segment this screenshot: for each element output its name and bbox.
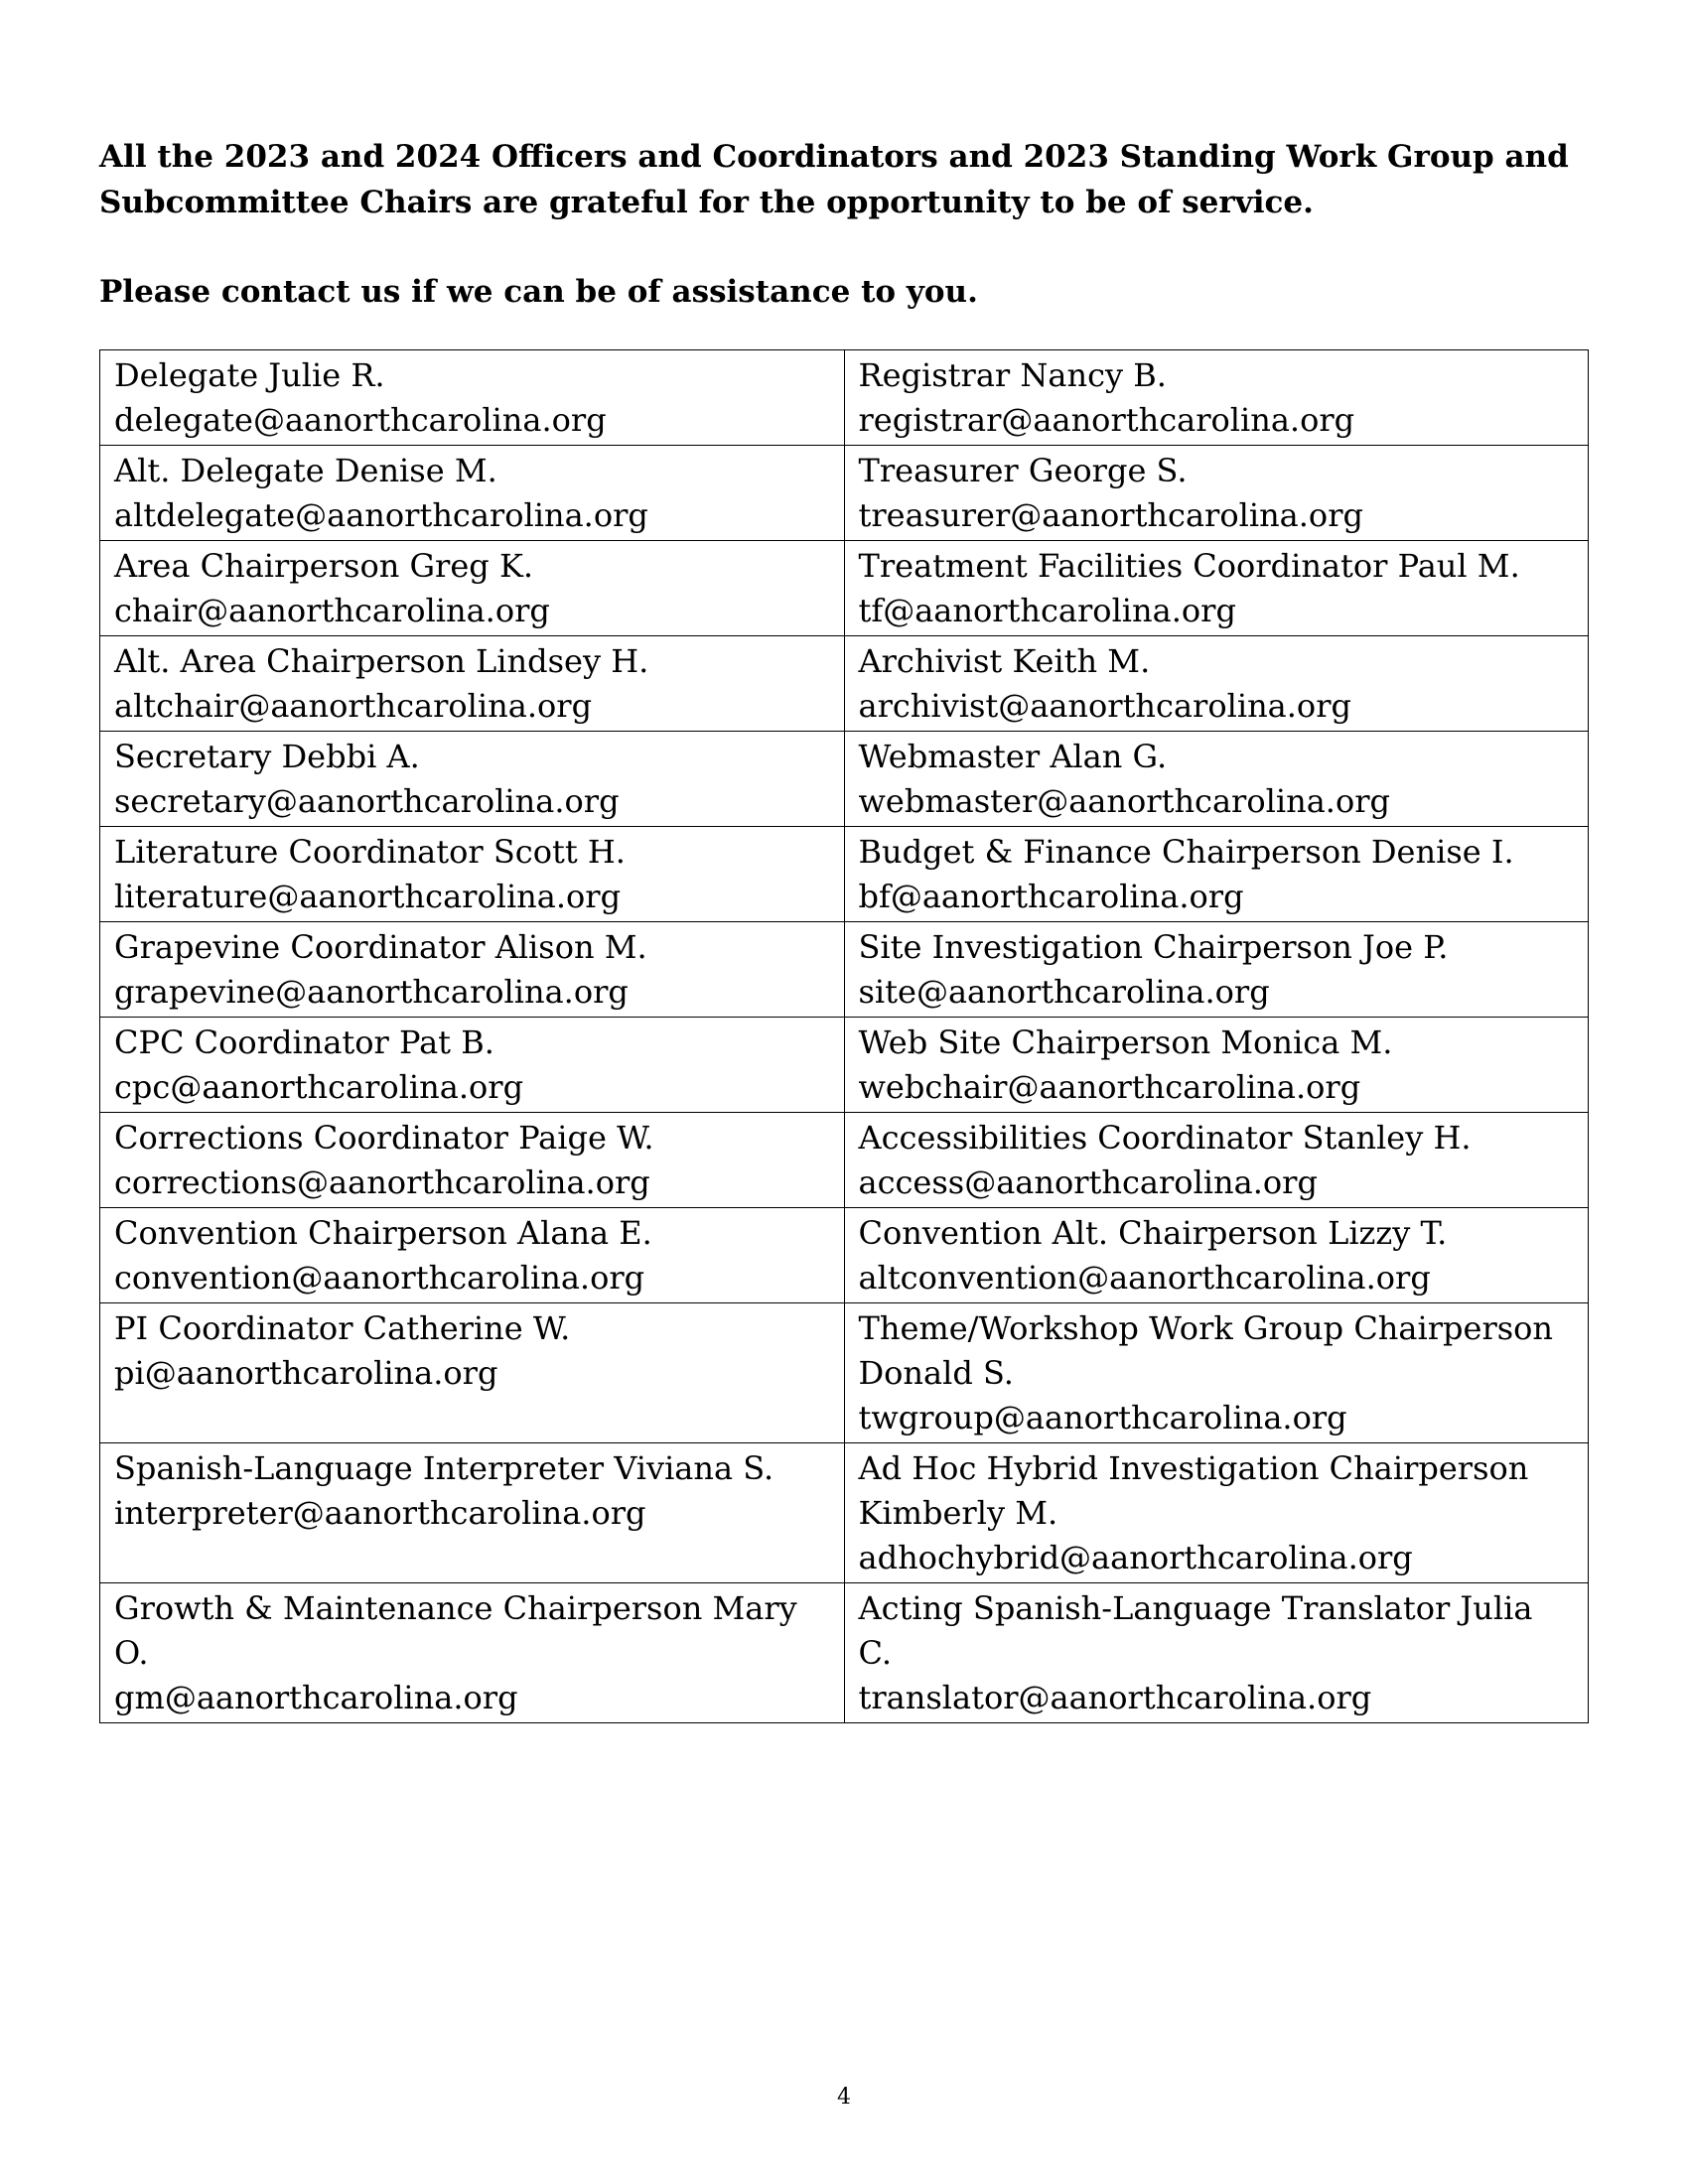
contact-cell-right [844, 1208, 1589, 1303]
contact-email-link[interactable]: gm@aanorthcarolina.org [114, 1679, 518, 1716]
contact-cell-left [100, 1443, 845, 1583]
contact-cell-left [100, 350, 845, 446]
contact-cell-right [844, 1113, 1589, 1208]
contact-title: PI Coordinator Catherine W. [114, 1309, 571, 1347]
contact-cell-left [100, 446, 845, 541]
contact-title: Convention Chairperson Alana E. [114, 1214, 652, 1252]
contact-cell-right [844, 732, 1589, 827]
contact-cell-left [100, 1303, 845, 1443]
contact-email-link[interactable]: chair@aanorthcarolina.org [114, 592, 550, 629]
contact-title: Secretary Debbi A. [114, 738, 420, 775]
contact-email-link[interactable]: delegate@aanorthcarolina.org [114, 401, 607, 439]
contact-title: Webmaster Alan G. [858, 738, 1168, 775]
contact-title: Alt. Delegate Denise M. [114, 452, 497, 489]
contact-email-link[interactable]: altconvention@aanorthcarolina.org [858, 1259, 1431, 1297]
contact-email-link[interactable]: access@aanorthcarolina.org [858, 1163, 1318, 1201]
contact-title: Budget & Finance Chairperson Denise I. [858, 833, 1514, 871]
contact-title: Web Site Chairperson Monica M. [858, 1024, 1393, 1061]
contact-email-link[interactable]: registrar@aanorthcarolina.org [858, 401, 1355, 439]
contact-cell-left [100, 922, 845, 1018]
contact-email-link[interactable]: altdelegate@aanorthcarolina.org [114, 496, 648, 534]
contact-title: Treasurer George S. [858, 452, 1188, 489]
contact-cell-right [844, 446, 1589, 541]
contact-title: Alt. Area Chairperson Lindsey H. [114, 642, 649, 680]
contact-cell-left [100, 636, 845, 732]
contact-email-link[interactable]: bf@aanorthcarolina.org [858, 878, 1244, 915]
contact-email-link[interactable]: adhochybrid@aanorthcarolina.org [858, 1539, 1413, 1576]
table-row [100, 732, 1589, 827]
contact-email-link[interactable]: twgroup@aanorthcarolina.org [858, 1399, 1347, 1436]
contact-cell-right [844, 636, 1589, 732]
contact-title: Area Chairperson Greg K. [114, 547, 534, 585]
contact-title: Literature Coordinator Scott H. [114, 833, 626, 871]
table-row [100, 827, 1589, 922]
contact-cell-right [844, 541, 1589, 636]
contact-title: Convention Alt. Chairperson Lizzy T. [858, 1214, 1448, 1252]
contact-email-link[interactable]: cpc@aanorthcarolina.org [114, 1068, 524, 1106]
contact-email-link[interactable]: secretary@aanorthcarolina.org [114, 782, 620, 820]
contact-cell-right [844, 1018, 1589, 1113]
contact-title: Corrections Coordinator Paige W. [114, 1119, 654, 1157]
table-row [100, 541, 1589, 636]
contact-cell-right [844, 827, 1589, 922]
contact-email-link[interactable]: webchair@aanorthcarolina.org [858, 1068, 1361, 1106]
contact-cell-right [844, 1303, 1589, 1443]
contact-email-link[interactable]: interpreter@aanorthcarolina.org [114, 1494, 646, 1532]
page-number: 4 [837, 2085, 851, 2110]
table-row [100, 1583, 1589, 1723]
contact-email-link[interactable]: site@aanorthcarolina.org [858, 973, 1270, 1011]
contact-email-link[interactable]: convention@aanorthcarolina.org [114, 1259, 645, 1297]
contact-title: Growth & Maintenance Chairperson Mary O. [114, 1589, 797, 1672]
contact-title: Ad Hoc Hybrid Investigation Chairperson Kimberly M. [858, 1449, 1529, 1532]
contacts-table-body [100, 350, 1589, 1723]
contact-title: Grapevine Coordinator Alison M. [114, 928, 647, 966]
contact-cell-left [100, 827, 845, 922]
contact-email-link[interactable]: altchair@aanorthcarolina.org [114, 687, 593, 725]
contact-title: Delegate Julie R. [114, 356, 385, 394]
table-row [100, 922, 1589, 1018]
contact-title: Registrar Nancy B. [858, 356, 1167, 394]
contact-email-link[interactable]: grapevine@aanorthcarolina.org [114, 973, 629, 1011]
contact-title: CPC Coordinator Pat B. [114, 1024, 494, 1061]
contacts-table [99, 349, 1589, 1723]
intro-line-2: Subcommittee Chairs are grateful for the opportunity to be of service. [99, 185, 1314, 220]
contact-title: Accessibilities Coordinator Stanley H. [858, 1119, 1472, 1157]
contact-email-link[interactable]: translator@aanorthcarolina.org [858, 1679, 1372, 1716]
contact-cell-right [844, 922, 1589, 1018]
table-row [100, 446, 1589, 541]
contact-email-link[interactable]: corrections@aanorthcarolina.org [114, 1163, 650, 1201]
contact-title: Archivist Keith M. [858, 642, 1151, 680]
contact-email-link[interactable]: treasurer@aanorthcarolina.org [858, 496, 1363, 534]
table-row [100, 1443, 1589, 1583]
table-row [100, 1303, 1589, 1443]
contact-title: Acting Spanish-Language Translator Julia C. [858, 1589, 1533, 1672]
contact-cell-right [844, 1443, 1589, 1583]
contact-cell-right [844, 1583, 1589, 1723]
table-row [100, 350, 1589, 446]
intro-line-1: All the 2023 and 2024 Officers and Coordinators and 2023 Standing Work Group and [99, 139, 1569, 175]
contact-title: Site Investigation Chairperson Joe P. [858, 928, 1449, 966]
table-row [100, 1018, 1589, 1113]
table-row [100, 1208, 1589, 1303]
contact-prompt: Please contact us if we can be of assistance to you. [99, 274, 978, 310]
contact-cell-left [100, 732, 845, 827]
contact-email-link[interactable]: tf@aanorthcarolina.org [858, 592, 1236, 629]
contact-cell-right [844, 350, 1589, 446]
table-row [100, 1113, 1589, 1208]
contact-cell-left [100, 1208, 845, 1303]
contact-email-link[interactable]: pi@aanorthcarolina.org [114, 1354, 498, 1392]
contact-email-link[interactable]: literature@aanorthcarolina.org [114, 878, 622, 915]
contact-email-link[interactable]: webmaster@aanorthcarolina.org [858, 782, 1390, 820]
contact-email-link[interactable]: archivist@aanorthcarolina.org [858, 687, 1351, 725]
table-row [100, 636, 1589, 732]
contact-cell-left [100, 1583, 845, 1723]
contact-title: Treatment Facilities Coordinator Paul M. [858, 547, 1520, 585]
contact-title: Spanish-Language Interpreter Viviana S. [114, 1449, 774, 1487]
intro-paragraph [99, 134, 1589, 225]
contact-cell-left [100, 541, 845, 636]
contact-title: Theme/Workshop Work Group Chairperson Donald S. [858, 1309, 1554, 1392]
contact-cell-left [100, 1018, 845, 1113]
contact-cell-left [100, 1113, 845, 1208]
